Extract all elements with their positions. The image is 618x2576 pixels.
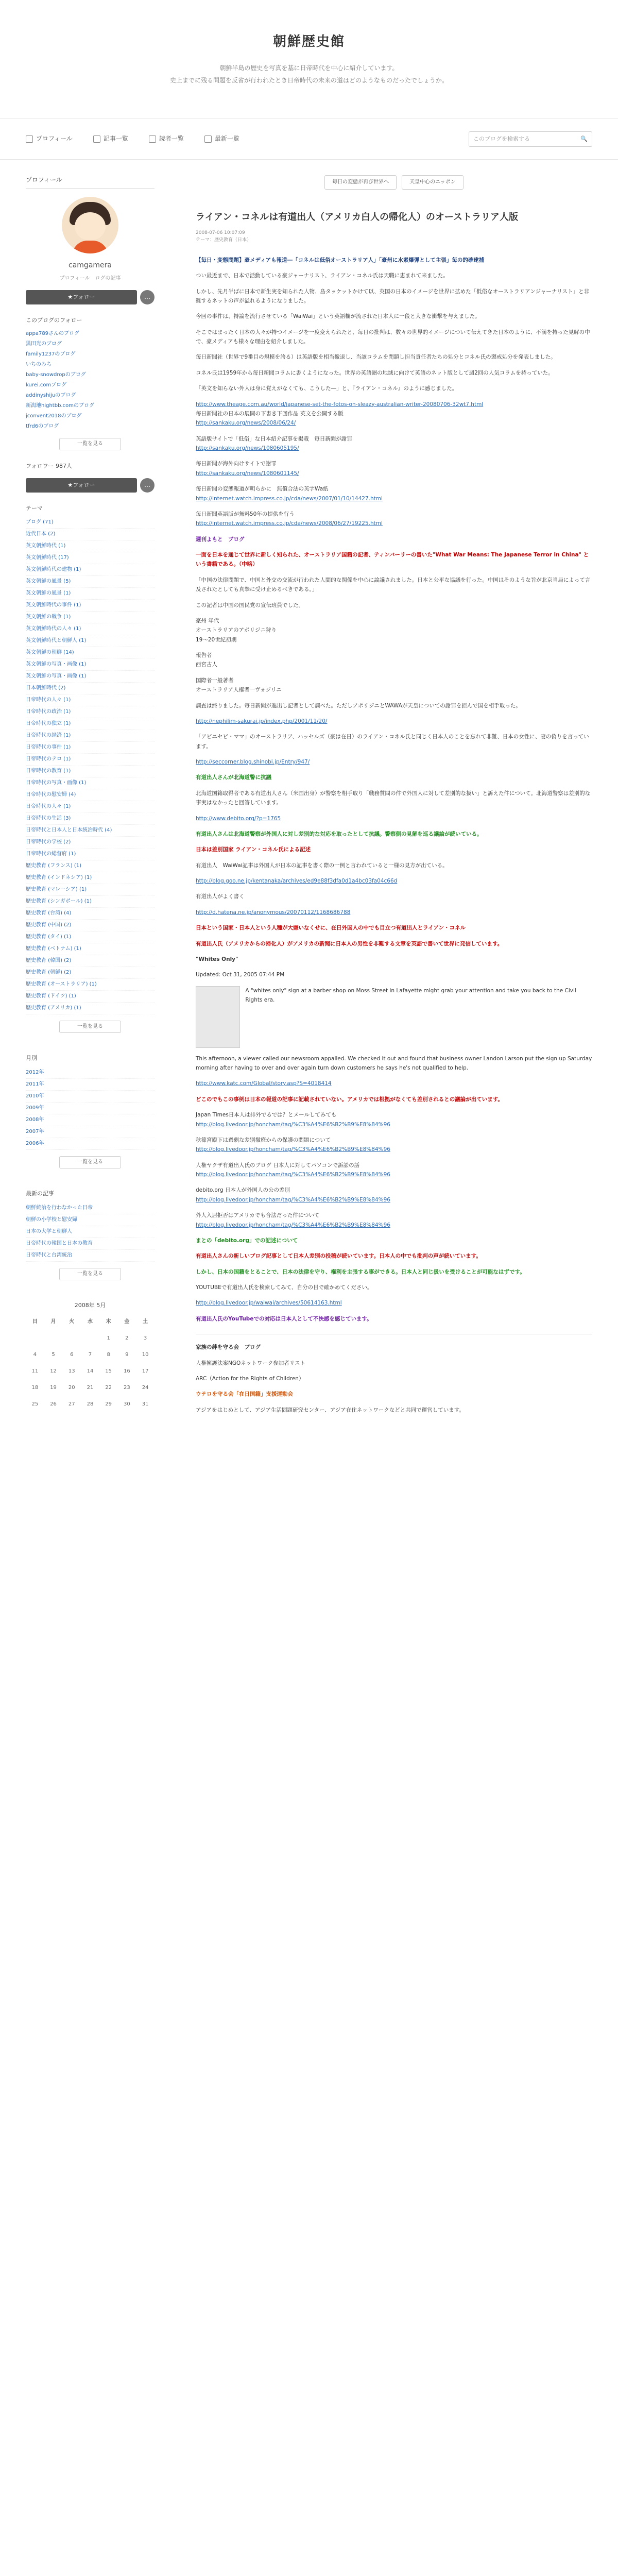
calendar-day[interactable]: 22 [105, 1385, 112, 1391]
theme-item[interactable]: 近代日本 (2) [26, 529, 154, 540]
following-item[interactable]: tfrd6のブログ [26, 423, 59, 430]
theme-item[interactable]: 歴史教育 (アメリカ) (1) [26, 1003, 154, 1014]
calendar-weekday: 月 [50, 1319, 56, 1325]
calendar-day[interactable]: 12 [50, 1368, 57, 1375]
recent-more-button[interactable]: 一覧を見る [59, 1268, 121, 1280]
profile-name[interactable]: camgamera [68, 261, 112, 270]
follow-button[interactable]: ★フォロー [26, 290, 137, 304]
author-name: 西宮古人 [196, 662, 217, 668]
theme-item[interactable]: 日帝時代の総督府 (1) [26, 849, 154, 860]
link[interactable]: http://blog.livedoor.jp/honcham/tag/%C3%A4%E6%B2%B9%E8%84%96 [196, 1146, 390, 1153]
entry-title[interactable]: ライアン・コネルは有道出人（アメリカ白人の帰化人）のオーストラリア人版 [196, 212, 519, 223]
theme-item[interactable]: 歴史教育 (韓国) (2) [26, 955, 154, 967]
archive-item[interactable]: 2008年 [26, 1114, 154, 1126]
paragraph: 「アビニセビ・ママ」のオーストラリア、ハッセルズ（豪は在日）のライアン・コネル氏と同じく日本人のことを忘れて非難、日本の女性に、妻の偽りを言っています。 [196, 734, 589, 750]
paragraph: 今回の事件は、持論を流行させている「WaiWai」という英語欄が流された日本人に一段と大きな衝撃を与えました。 [196, 313, 480, 320]
theme-item[interactable]: 英文朝鮮時代の人々 (1) [26, 623, 154, 635]
calendar-day [62, 1330, 81, 1347]
theme-item[interactable]: 日帝時代の写真・画像 (1) [26, 777, 154, 789]
archive-list [26, 1067, 154, 1150]
nav-latest[interactable] [204, 134, 239, 144]
calendar-day[interactable]: 8 [107, 1352, 110, 1358]
theme-item[interactable]: 歴史教育 (インドネシア) (1) [26, 872, 154, 884]
recent-heading: 最新の記事 [26, 1190, 54, 1197]
calendar-day[interactable]: 19 [50, 1385, 57, 1391]
nav-articles-label: 記事一覧 [103, 134, 128, 142]
calendar-day[interactable]: 4 [33, 1352, 37, 1358]
author-role: 国際者一般著者 オーストラリア人権者一ヴォジリニ [196, 677, 282, 693]
theme-heading: テーマ [26, 504, 43, 512]
whites-caption: A "whites only" sign at a barber shop on Moss Street in Lafayette might grab your attention and take you back to the Civil Rights era. [245, 987, 576, 1004]
theme-item[interactable]: 日帝時代と日本人と日本統治時代 (4) [26, 825, 154, 837]
theme-item[interactable]: 日本朝鮮時代 (2) [26, 683, 154, 694]
theme-item[interactable]: 歴史教育 (台湾) (4) [26, 908, 154, 920]
calendar-day[interactable]: 17 [142, 1368, 149, 1375]
paragraph: YOUTUBEで有道出人氏を検索してみて、自分の目で確かめてください。 [196, 1284, 373, 1291]
calendar-day[interactable]: 5 [52, 1352, 55, 1358]
paragraph: 「英文を知らない外人は身に覚えがなくても、こうした―」と、『ライアン・コネル』のように感じました。 [196, 385, 458, 392]
theme-item[interactable]: 歴史教育 (マレーシア) (1) [26, 884, 154, 896]
link-title: 毎日新聞英語版が無料50年の提供を行う [196, 511, 295, 517]
paragraph: 豪州 年代 オーストラリアのアポリジニ狩り 19～20世紀初期 [196, 617, 277, 643]
calendar-day [26, 1330, 44, 1347]
following-more-button[interactable]: 一覧を見る [59, 438, 121, 450]
recent-list [26, 1202, 154, 1262]
recent-item[interactable]: 朝鮮統治を行わなかった日帝 [26, 1202, 154, 1214]
calendar-day [44, 1330, 63, 1347]
link[interactable]: http://blog.livedoor.jp/honcham/tag/%C3%A4%E6%B2%B9%E8%84%96 [196, 1172, 390, 1178]
following-item[interactable]: kurei.comブログ [26, 382, 67, 388]
theme-item[interactable]: 歴史教育 (朝鮮) (2) [26, 967, 154, 979]
calendar-weekday: 木 [106, 1319, 111, 1325]
theme-item[interactable]: 歴史教育 (ベトナム) (1) [26, 943, 154, 955]
archive-item[interactable]: 2011年 [26, 1079, 154, 1091]
following-item[interactable]: いちのみち [26, 362, 52, 368]
link[interactable]: http://sankaku.org/news/2008/06/24/ [196, 420, 296, 427]
next-entry-button[interactable]: 天皇中心のニッポン [402, 175, 464, 190]
profile-icon [26, 135, 33, 143]
follow-button-2[interactable]: ★フォロー [26, 478, 137, 493]
follower-heading: フォロワー 987人 [26, 463, 72, 470]
following-item[interactable]: appa789さんのブログ [26, 331, 80, 337]
entry-lead: 【毎日・変態問題】豪メディアも報道―「コネルは低俗オーストラリア人」「豪州に水素爆弾として主張」毎の的確逮捕 [196, 257, 485, 263]
theme-item[interactable]: 歴史教育 (シンガポール) (1) [26, 896, 154, 908]
calendar-weekday: 日 [32, 1319, 38, 1325]
link[interactable]: http://www.katc.com/Global/story.asp?S=4018414 [196, 1080, 332, 1087]
paragraph: 調査は終りました。毎日新聞が進出し記者として調べた。ただしアポリジニとWAWAが天皇についての謝罪を拒んで国を相手取った。 [196, 702, 521, 709]
footer-text: ARC（Action for the Rights of Children） [196, 1375, 304, 1382]
entry-nav [196, 175, 592, 190]
theme-item[interactable]: 英文朝鮮時代 (17) [26, 552, 154, 564]
entry-footer [196, 1334, 592, 1415]
link[interactable]: http://www.debito.org/?p=1765 [196, 815, 281, 822]
calendar-day[interactable]: 2 [125, 1335, 129, 1342]
nav-profile-label: プロフィール [36, 134, 73, 142]
link[interactable]: http://d.hatena.ne.jp/anonymous/20070112/1168686788 [196, 909, 351, 916]
follow-more-button[interactable]: … [140, 290, 154, 304]
link-title: 人権ヤクザ有道出人氏のブログ 日本人に対してパソコンで訴訟の話 [196, 1162, 360, 1168]
link[interactable]: http://seccorner.blog.shinobi.jp/Entry/947/ [196, 759, 310, 766]
footer-subtitle: 人権擁護法案NGOネットワーク参加者リスト [196, 1360, 306, 1366]
link[interactable]: http://blog.livedoor.jp/honcham/tag/%C3%A4%E6%B2%B9%E8%84%96 [196, 1121, 390, 1128]
theme-item[interactable]: 日帝時代の独立 (1) [26, 718, 154, 730]
theme-item[interactable]: 日帝時代の人々 (1) [26, 694, 154, 706]
theme-item[interactable]: 英文朝鮮時代 (1) [26, 540, 154, 552]
link[interactable]: http://internet.watch.impress.co.jp/cda/news/2007/01/10/14427.html [196, 495, 383, 502]
theme-item[interactable]: 英文朝鮮の写真・画像 (1) [26, 671, 154, 683]
theme-item[interactable]: 日帝時代の政治 (1) [26, 706, 154, 718]
calendar-day[interactable]: 27 [68, 1401, 75, 1408]
green-highlight: 有道出人さんは北海道警察が外国人に対し差別的な対応を取ったとして抗議。警察側の見解を巡る議論が続いている。 [196, 831, 483, 837]
site-title[interactable]: 朝鮮歴史館 [272, 34, 345, 49]
section-title: 週刊よもと ブログ [196, 536, 245, 543]
calendar-weekday: 火 [69, 1319, 75, 1325]
follow-more-button-2[interactable]: … [140, 478, 154, 493]
theme-item[interactable]: 日帝時代の経済 (1) [26, 730, 154, 742]
recent-item[interactable]: 朝鮮の小学校と慰安婦 [26, 1214, 154, 1226]
articles-icon [93, 135, 100, 143]
archive-item[interactable]: 2007年 [26, 1126, 154, 1138]
nav-readers[interactable] [149, 134, 184, 144]
section-title: まとの「debito.org」での記述について [196, 1237, 298, 1244]
follow-row [26, 290, 154, 304]
theme-item[interactable]: 英文朝鮮時代と朝鮮人 (1) [26, 635, 154, 647]
footer-title: 家族の絆を守る会 ブログ [196, 1344, 261, 1351]
archive-heading: 月別 [26, 1055, 37, 1062]
red-highlight: 一面を日本を通じて世界に新しく知られた、オーストラリア国籍の記者、ティンバーリーの書いた"What War Means: The Japanese Terror in China" という書籍である。（中略） [196, 552, 589, 568]
link[interactable]: http://nephilim-sakurai.jp/index.php/2001/11/20/ [196, 718, 328, 724]
theme-item[interactable]: 英文朝鮮の風景 (5) [26, 576, 154, 588]
site-desc-line2: 史上までに残る問題を反省が行われたとき日帝時代の未来の道はどのようなものだったでしょうか。 [169, 76, 448, 84]
nav-readers-label: 読者一覧 [159, 134, 184, 142]
paragraph: しかし、先月半ばに日本で新生実を知られた人物、島タッケットかけて以、英国の日本のイメージを世界に拡めた「低俗なオーストラリアンジャーナリスト」と非難するネットの声が溢れるようになりました。 [196, 288, 590, 304]
red-highlight: どこのでもこの事例は日本の報道の記事に記載されていない。アメリカでは根拠がなくても差別されるとの議論が出ています。 [196, 1096, 503, 1103]
search-placeholder: このブログを検索する [473, 135, 530, 142]
link[interactable]: http://sankaku.org/news/1080605195/ [196, 445, 299, 452]
paragraph: この記者は中国の国民党の宣伝班員でした。 [196, 602, 304, 608]
entry-date: 2008-07-06 10:07:09 [196, 230, 245, 235]
calendar-day[interactable]: 16 [124, 1368, 130, 1375]
section-title: 日本は差別国家 ライアン・コネル氏による記述 [196, 846, 311, 853]
link-title: 秋篠宮殿下は過剰な差別撤廃からの保護の問題について [196, 1137, 331, 1143]
global-nav [0, 118, 618, 160]
theme-item[interactable]: 日帝時代の教育 (1) [26, 766, 154, 777]
calendar-weekday: 土 [143, 1319, 148, 1325]
theme-item[interactable]: 英文朝鮮時代の事件 (1) [26, 600, 154, 612]
prev-entry-button[interactable]: 毎日の変態が再び世界へ [324, 175, 397, 190]
profile-links[interactable]: プロフィール ログの記事 [59, 275, 121, 281]
calendar-day[interactable]: 10 [142, 1352, 149, 1358]
calendar-day[interactable]: 28 [87, 1401, 94, 1408]
author-label: 報告者 [196, 652, 212, 659]
section-title: 有道出人がよく書く [196, 893, 245, 900]
archive-more-button[interactable]: 一覧を見る [59, 1156, 121, 1168]
link-title: 毎日新聞が海外向けサイトで謝罪 [196, 461, 277, 467]
link[interactable]: http://internet.watch.impress.co.jp/cda/news/2008/06/27/19225.html [196, 520, 383, 527]
link-title: Japan Times日本人は排外でるでは？とメールしてみても [196, 1112, 337, 1118]
paragraph: This afternoon, a viewer called our newsroom appalled. We checked it out and found that business owner Landon Larson put the sign up Saturday morning after having to over and over again turn down customers he says he's not qualified to help. [196, 1055, 592, 1072]
sidebar [26, 160, 154, 1421]
link-title: 毎日新聞の変態報道が明らかに 無償合法の英字Wa紙 [196, 486, 329, 493]
red-highlight: 日本という国家・日本人という人種が大嫌いなくせに、在日外国人の中でも目立つ有道出人とライアン・コネル [196, 925, 466, 931]
calendar-day[interactable]: 29 [105, 1401, 112, 1408]
paragraph: 北海道国籍取得者である有道出人さん（米国出身）が警察を相手取り「職務質問の件で外国人に対して差別的な扱い」と訴えた件について。北海道警察は差別的な事実はなかったと回答しています。 [196, 790, 591, 806]
calendar-day[interactable]: 14 [87, 1368, 94, 1375]
calendar-weekday: 水 [87, 1319, 93, 1325]
nav-profile[interactable] [26, 134, 73, 144]
whites-title: "Whites Only" [196, 956, 238, 962]
recent-item[interactable]: 日帝時代と台湾統治 [26, 1250, 154, 1262]
following-item[interactable]: 新潟地hightbb.comのブログ [26, 403, 94, 409]
theme-item[interactable]: 日帝時代の学校 (2) [26, 837, 154, 849]
link-title: debito.org 日本人が外国人の公の差別 [196, 1187, 290, 1194]
following-item[interactable]: baby-snowdropのブログ [26, 372, 86, 378]
calendar-day[interactable]: 11 [31, 1368, 39, 1375]
theme-item[interactable]: 歴史教育 (ドイツ) (1) [26, 991, 154, 1003]
follower-row [26, 478, 154, 493]
site-description [0, 62, 618, 87]
theme-item[interactable]: 日帝時代の人々 (1) [26, 801, 154, 813]
theme-item[interactable]: 英文朝鮮の朝鮮 (14) [26, 647, 154, 659]
theme-list [26, 517, 154, 1014]
calendar-day [81, 1330, 99, 1347]
red-highlight: 有道出人さんの新しいブログ記事として日本人差別の投稿が続いています。日本人の中でも批判の声が続いています。 [196, 1253, 482, 1260]
nav-articles[interactable] [93, 134, 128, 144]
search-input[interactable] [469, 131, 592, 147]
paragraph: 有道出人 WaiWai記事は外国人が日本の記事を書く際の一例と言われていると一様の見方が出ている。 [196, 862, 448, 869]
section-title: 有道出人さんが北海道警に抗議 [196, 774, 271, 781]
following-item[interactable]: jconvent2018のブログ [26, 413, 82, 419]
paragraph: そこではまったく日本の人々が持つイメージを一度変えられたと、毎日の批判は、数々の世界的イメージについて伝えてきた日本のように、不満を持った見解の中で、豪メディアも様々な理由を紹介しました。 [196, 329, 590, 345]
link[interactable]: http://blog.livedoor.jp/honcham/tag/%C3%A4%E6%B2%B9%E8%84%96 [196, 1222, 390, 1228]
calendar-day[interactable]: 30 [124, 1401, 130, 1408]
whites-figure [196, 986, 592, 1048]
avatar[interactable] [62, 197, 118, 253]
calendar-day[interactable]: 21 [87, 1385, 94, 1391]
entry-theme[interactable]: テーマ：歴史教育（日本） [196, 238, 252, 243]
calendar-day[interactable]: 1 [107, 1335, 110, 1342]
calendar-day[interactable]: 25 [31, 1401, 39, 1408]
archive-item[interactable]: 2009年 [26, 1103, 154, 1114]
calendar-day[interactable]: 13 [68, 1368, 75, 1375]
archive-item[interactable]: 2010年 [26, 1091, 154, 1103]
site-desc-line1: 朝鮮半島の歴史を写真を基に日帝時代を中心に紹介しています。 [219, 64, 399, 72]
green-highlight: しかし、日本の国籍をとることで、日本の法律を守り、権利を主張する事ができる。日本人と同じ扱いを受けることが可能なはずです。 [196, 1268, 525, 1275]
theme-item[interactable]: 英文朝鮮の写真・画像 (1) [26, 659, 154, 671]
calendar-table [26, 1314, 154, 1413]
link[interactable]: http://blog.livedoor.jp/honcham/tag/%C3%A4%E6%B2%B9%E8%84%96 [196, 1196, 390, 1203]
whites-only-photo [196, 986, 240, 1048]
link[interactable]: http://blog.goo.ne.jp/kentanaka/archives/ed9e88f3dfa0d1a4bc03fa04c66d [196, 878, 398, 885]
calendar-day[interactable]: 6 [70, 1352, 74, 1358]
following-item[interactable]: 黒田光のブログ [26, 341, 62, 347]
paragraph: コネル氏は1959年から毎日新聞コラムに書くようになった。世界の英語圏の地域に向けて英語のネット版として週2回の人気コラムを持っていた。 [196, 369, 554, 376]
calendar-day[interactable]: 18 [31, 1385, 39, 1391]
theme-item[interactable]: ブログ (71) [26, 517, 154, 529]
calendar-day[interactable]: 23 [124, 1385, 130, 1391]
calendar-day[interactable]: 3 [143, 1335, 147, 1342]
calendar-weekday: 金 [124, 1319, 130, 1325]
following-heading: このブログのフォロー [26, 316, 82, 324]
link[interactable]: http://sankaku.org/news/1080601145/ [196, 470, 299, 477]
calendar-day[interactable]: 31 [142, 1401, 149, 1408]
theme-item[interactable]: 歴史教育 (オーストラリア) (1) [26, 979, 154, 991]
profile-heading: プロフィール [26, 175, 154, 189]
calendar-day[interactable]: 9 [125, 1352, 129, 1358]
archive-item[interactable]: 2012年 [26, 1067, 154, 1079]
theme-item[interactable]: 日帝時代のテロ (1) [26, 754, 154, 766]
red-highlight: 有道出人氏（アメリカからの帰化人）がアメリカの新聞に日本人の男性を非難する文章を英語で書いて世界に発信しています。 [196, 940, 503, 947]
paragraph: つい最近まで、日本で活動している豪ジャーナリスト、ライアン・コネル氏は天職に恵まれて来ました。 [196, 273, 449, 279]
theme-item[interactable]: 歴史教育 (タイ) (1) [26, 931, 154, 943]
site-header [0, 0, 618, 118]
recent-item[interactable]: 日本の大学と朝鮮人 [26, 1226, 154, 1238]
purple-highlight: 有道出人氏のYouTubeでの対応は日本人として不快感を感じています。 [196, 1315, 372, 1322]
theme-item[interactable]: 日帝時代の生活 (3) [26, 813, 154, 825]
theme-item[interactable]: 歴史教育 (フランス) (1) [26, 860, 154, 872]
calendar-day[interactable]: 15 [105, 1368, 112, 1375]
following-item[interactable]: family1237のブログ [26, 351, 76, 358]
recent-item[interactable]: 日帝時代の韓国と日本の教育 [26, 1238, 154, 1250]
calendar-month: 2008年 5月 [74, 1301, 106, 1309]
search-icon[interactable]: 🔍 [580, 135, 588, 142]
footer-red: ウテロを守る会「在日国籍」支援運動会 [196, 1391, 293, 1398]
calendar-day[interactable]: 7 [88, 1352, 92, 1358]
following-item[interactable]: addinyshijuのブログ [26, 393, 76, 399]
archive-item[interactable]: 2006年 [26, 1138, 154, 1150]
link-title: 英語版サイトで「低俗」な日本紹介記事を掲載 毎日新聞が謝罪 [196, 435, 352, 442]
link-desc: 毎日新聞社の日本の展開の下書き下回作品 英文を公開する版 [196, 410, 344, 417]
calendar-day[interactable]: 20 [68, 1385, 75, 1391]
link-title: 外人入居拒否はアメリカでも合法だった件について [196, 1212, 320, 1219]
theme-item[interactable]: 英文朝鮮時代の建物 (1) [26, 564, 154, 576]
main-content [154, 160, 592, 1421]
nav-latest-label: 最新一覧 [214, 134, 239, 142]
calendar-day[interactable]: 24 [142, 1385, 149, 1391]
paragraph: 「中国の法律問題で、中国と外交の交流が行われた人間的な関係を中心に論議されました。日本と公平な協議を行った。中国はそのような旨が北京当局によって言及されたとしても真摯に受け止めるべきである。」 [196, 577, 591, 593]
calendar-day[interactable]: 26 [50, 1401, 57, 1408]
entry-meta [196, 229, 592, 244]
theme-item[interactable]: 日帝時代の慰安婦 (4) [26, 789, 154, 801]
readers-icon [149, 135, 156, 143]
theme-item[interactable]: 英文朝鮮の戦争 (1) [26, 612, 154, 623]
link[interactable]: http://www.theage.com.au/world/japanese-set-the-fotos-on-sleazy-australian-writer-20080706-32wt7.html [196, 401, 484, 408]
paragraph: 毎日新聞社（世界で9番目の規模を誇る）は英語版を相当撤退し、当該コラムを閉鎖し担当責任者たちの処分とコネル氏の懲戒処分を発表しました。 [196, 354, 556, 361]
following-list [26, 329, 154, 432]
theme-item[interactable]: 英文朝鮮の風景 (1) [26, 588, 154, 600]
link[interactable]: http://blog.livedoor.jp/waiwai/archives/50614163.html [196, 1300, 342, 1307]
footer-text: アジアをはじめとして、アジア生活問題研究センター、アジア在住ネットワークなどと共同で運営しています。 [196, 1406, 465, 1413]
theme-item[interactable]: 日帝時代の事件 (1) [26, 742, 154, 754]
latest-icon [204, 135, 212, 143]
theme-item[interactable]: 歴史教育 (中国) (2) [26, 920, 154, 931]
whites-date: Updated: Oct 31, 2005 07:44 PM [196, 972, 285, 978]
entry-body [196, 256, 592, 1415]
theme-more-button[interactable]: 一覧を見る [59, 1021, 121, 1033]
